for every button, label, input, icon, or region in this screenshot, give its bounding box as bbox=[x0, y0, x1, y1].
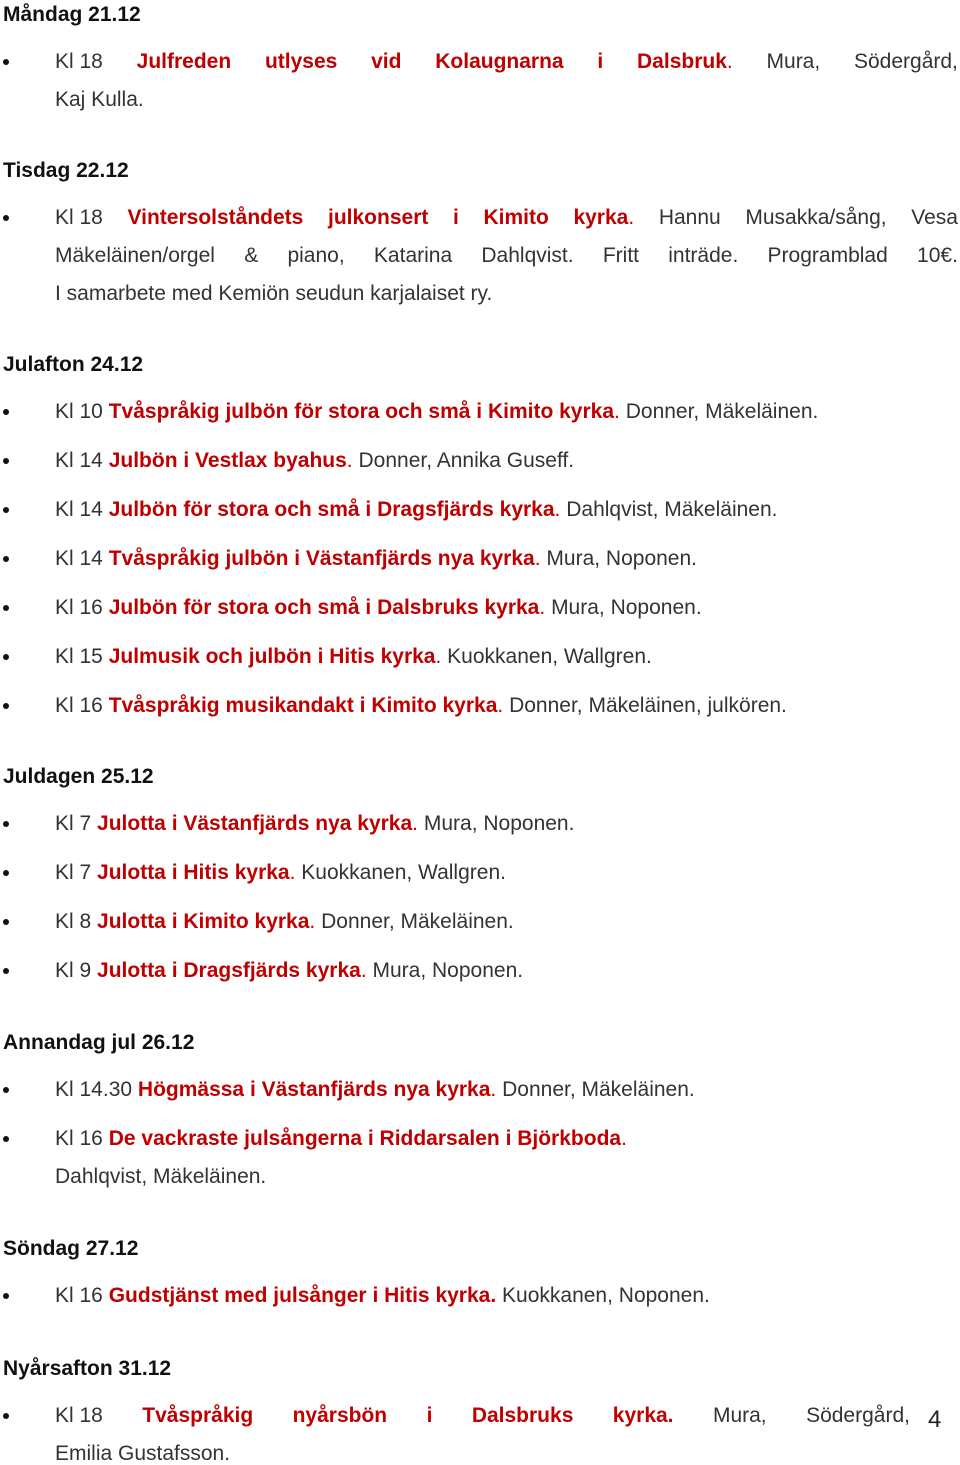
bullet-icon bbox=[3, 1136, 9, 1142]
bullet-icon bbox=[3, 59, 9, 65]
event-details: Mura, Noponen. bbox=[423, 812, 575, 835]
event-title[interactable]: Julbön för stora och små i Dragsfjärds kyrka bbox=[108, 498, 555, 521]
bullet-icon bbox=[3, 605, 9, 611]
event-time: Kl 14 bbox=[55, 547, 103, 570]
event-title[interactable]: De vackraste julsångerna i Riddarsalen i Björkboda bbox=[108, 1127, 622, 1150]
event-details: Kuokkanen, Wallgren. bbox=[301, 861, 506, 884]
bullet-icon bbox=[3, 458, 9, 464]
event-title[interactable]: Julbön för stora och små i Dalsbruks kyrka bbox=[108, 596, 540, 619]
event-details: Dahlqvist, Mäkeläinen. bbox=[55, 1165, 267, 1188]
day-heading-julafton: Julafton 24.12 bbox=[3, 353, 144, 376]
event-time: Kl 10 bbox=[55, 400, 103, 423]
bullet-icon bbox=[3, 870, 9, 876]
event-title[interactable]: Tvåspråkig julbön i Västanfjärds nya kyrka bbox=[108, 547, 535, 570]
event-title[interactable]: Tvåspråkig julbön för stora och små i Kimito kyrka bbox=[108, 400, 615, 423]
event-title[interactable]: Högmässa i Västanfjärds nya kyrka bbox=[137, 1078, 491, 1101]
bullet-icon bbox=[3, 703, 9, 709]
event-details: Kuokkanen, Wallgren. bbox=[447, 645, 652, 668]
event-title[interactable]: Gudstjänst med julsånger i Hitis kyrka bbox=[108, 1284, 491, 1307]
document-page: Måndag 21.12 Kl 18 Julfreden utlyses vid Kolaugnarna i Dalsbruk. Mura, Södergård, Kaj Kulla. Tisdag 22.12 Kl 18 Vintersolståndets julkonsert i Kimito kyrka. Hannu Musakka/sång, Vesa Mäkeläinen/orgel & piano, Katarina Dahlqvist. Fritt inträde. Programblad 10€. I samarbete med Kemiön seudun karjalaiset ry. Julafton 24.12 Kl 10 Tvåspråkig julbön för stora och små i Kimito kyrka. Donner, Mäkeläinen. Kl 14 Julbön i Vestlax byahus. Donner, Annika Guseff. Kl 14 Julbön för stora och små i Dragsfjärds kyrka. Dahlqvist, Mäkeläinen. Kl 14 Tvåspråkig julbön i Västanfjärds nya kyrka. Mura, Noponen. Kl 16 Julbön för stora och små i Dalsbruks kyrka. Mura, Noponen. Kl 15 Julmusik och julbön i Hitis kyrka. Kuokkanen, Wallgren. Kl 16 Tvåspråkig musikandakt i Kimito kyrka. Donner, Mäkeläinen, julkören. Juldagen 25.12 Kl 7 Julotta i Västanfjärds nya kyrka. Mura, Noponen. Kl 7 Julotta i Hitis kyrka. Kuokkanen, Wallgren. Kl 8 Julotta i Kimito kyrka. Donner, Mäkeläinen. Kl 9 Julotta i Dragsfjärds kyrka. Mura, Noponen. Annandag jul 26.12 Kl 14.30 Högmässa i Västanfjärds nya kyrka. Donner, Mäkeläinen. Kl 16 De vackraste julsångerna i Riddarsalen i Björkboda. Dahlqvist, Mäkeläinen. Söndag 27.12 Kl 16 Gudstjänst med julsånger i Hitis kyrka. Kuokkanen, Noponen. Nyårsafton 31.12 Kl 18 Tvåspråkig nyårsbön i Dalsbruks kyrka. Mura, Södergård, Emilia Gustafsson. 4 bbox=[3, 3, 958, 1465]
bullet-icon bbox=[3, 654, 9, 660]
bullet-icon bbox=[3, 919, 9, 925]
event-title[interactable]: Julotta i Kimito kyrka bbox=[97, 910, 310, 933]
bullet-icon bbox=[3, 507, 9, 513]
event-time: Kl 7 bbox=[55, 861, 92, 884]
event-time: Kl 14 bbox=[55, 498, 103, 521]
event-details: Donner, Mäkeläinen. bbox=[502, 1078, 695, 1101]
bullet-icon bbox=[3, 409, 9, 415]
day-heading-annandag: Annandag jul 26.12 bbox=[3, 1031, 195, 1054]
bullet-icon bbox=[3, 968, 9, 974]
day-heading-sondag: Söndag 27.12 bbox=[3, 1237, 139, 1260]
event-time: Kl 16 bbox=[55, 1284, 103, 1307]
event-title[interactable]: Tvåspråkig musikandakt i Kimito kyrka bbox=[108, 694, 498, 717]
event-time: Kl 14 bbox=[55, 449, 103, 472]
event-time: Kl 18 bbox=[55, 206, 103, 229]
event-details: Kuokkanen, Noponen. bbox=[502, 1284, 710, 1307]
event-time: Kl 16 bbox=[55, 1127, 103, 1150]
event-time: Kl 14.30 bbox=[55, 1078, 133, 1101]
event-details: Dahlqvist, Mäkeläinen. bbox=[566, 498, 778, 521]
event-time: Kl 9 bbox=[55, 959, 92, 982]
bullet-icon bbox=[3, 1087, 9, 1093]
bullet-icon bbox=[3, 215, 9, 221]
event-details: Mura, Noponen. bbox=[546, 547, 697, 570]
event-title[interactable]: Julotta i Dragsfjärds kyrka bbox=[97, 959, 361, 982]
event-details: Donner, Mäkeläinen. bbox=[625, 400, 819, 423]
event-time: Kl 7 bbox=[55, 812, 92, 835]
event-time: Kl 8 bbox=[55, 910, 92, 933]
event-time: Kl 15 bbox=[55, 645, 103, 668]
event-time: Kl 16 bbox=[55, 694, 103, 717]
event-details: Donner, Mäkeläinen, julkören. bbox=[509, 694, 787, 717]
event-time: Kl 16 bbox=[55, 596, 103, 619]
event-details: Mura, Noponen. bbox=[551, 596, 702, 619]
bullet-icon bbox=[3, 1413, 9, 1419]
day-heading-nyarsafton: Nyårsafton 31.12 bbox=[3, 1357, 172, 1380]
event-details: Donner, Annika Guseff. bbox=[358, 449, 575, 472]
bullet-icon bbox=[3, 821, 9, 827]
event-title[interactable]: Julmusik och julbön i Hitis kyrka bbox=[108, 645, 436, 668]
bullet-icon bbox=[3, 556, 9, 562]
event-title[interactable]: Julotta i Västanfjärds nya kyrka bbox=[97, 812, 413, 835]
bullet-icon bbox=[3, 1293, 9, 1299]
page-number: 4 bbox=[928, 1406, 942, 1433]
day-heading-mandag: Måndag 21.12 bbox=[3, 3, 141, 26]
event-time: Kl 18 bbox=[55, 50, 103, 73]
event-details: Mura, Noponen. bbox=[372, 959, 524, 982]
event-title[interactable]: Julbön i Vestlax byahus bbox=[108, 449, 347, 472]
event-time: Kl 18 bbox=[55, 1404, 103, 1427]
event-title[interactable]: Julotta i Hitis kyrka bbox=[97, 861, 290, 884]
day-heading-juldagen: Juldagen 25.12 bbox=[3, 765, 154, 788]
event-details: Donner, Mäkeläinen. bbox=[321, 910, 514, 933]
day-heading-tisdag: Tisdag 22.12 bbox=[3, 159, 129, 182]
